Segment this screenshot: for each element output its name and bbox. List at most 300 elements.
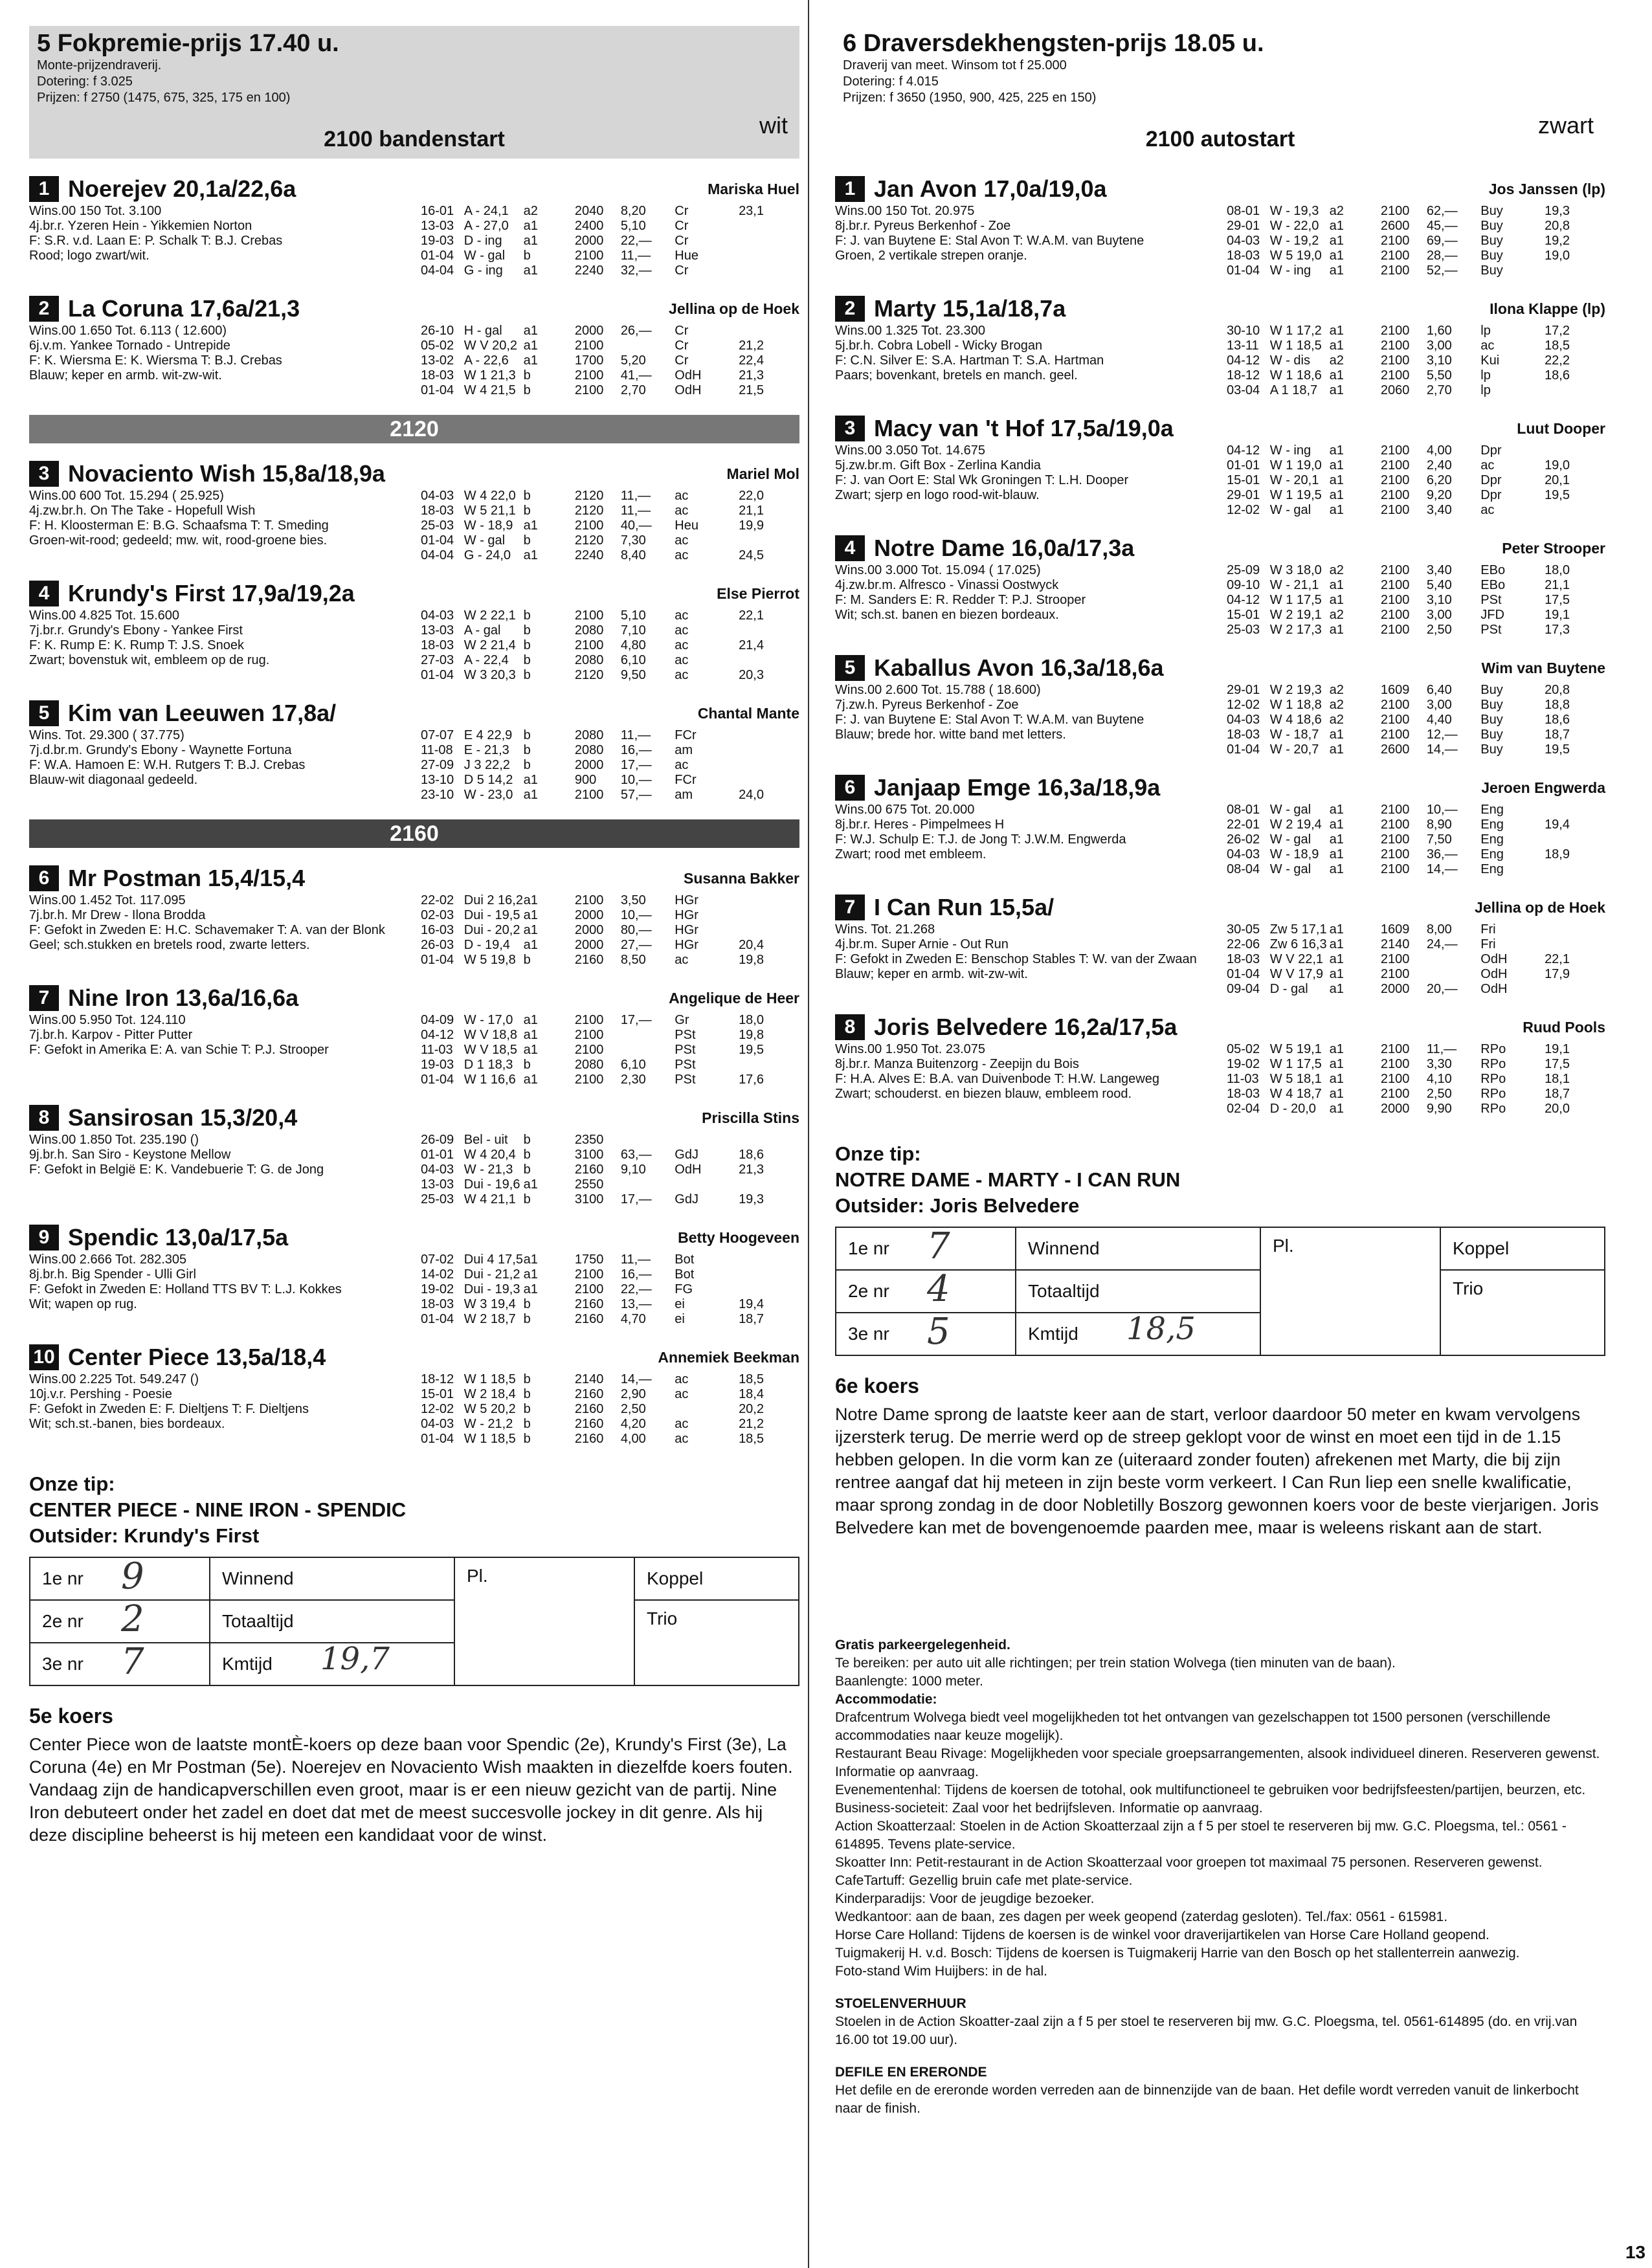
horse-details	[29, 893, 799, 968]
info-line: F: J. van Buytene E: Stal Avon T: W.A.M. van Buytene	[835, 234, 1144, 248]
jockey-name: Jeroen Engwerda	[1481, 779, 1605, 796]
result-cell: a1	[1329, 488, 1344, 502]
result-cell: 19,1	[1545, 608, 1570, 622]
result-cell: RPo	[1480, 1087, 1506, 1101]
result-cell: 2,70	[620, 383, 646, 397]
info-line: 6j.v.m. Yankee Tornado - Untrepide	[29, 339, 230, 353]
result-row	[421, 1192, 764, 1207]
result-cell: W 5 20,2	[463, 1402, 516, 1416]
result-cell: W 1 17,2	[1269, 324, 1322, 338]
result-cell: 2100	[1380, 1072, 1410, 1086]
result-row	[421, 1043, 764, 1058]
result-cell: 03-04	[1227, 383, 1260, 397]
result-cell: W - gal	[1269, 862, 1312, 876]
result-cell: a1	[523, 324, 538, 338]
result-cell: Eng	[1480, 847, 1504, 862]
result-cell: a1	[523, 788, 538, 802]
info-line: Geel; sch.stukken en bretels rood, zwarte letters.	[29, 938, 310, 952]
result-cell: a1	[1329, 473, 1344, 487]
result-cell	[726, 1282, 764, 1297]
commentary-title: 6e koers	[835, 1374, 919, 1397]
result-cell: ac	[675, 758, 689, 772]
tip-picks: NOTRE DAME - MARTY - I CAN RUN	[835, 1168, 1181, 1191]
result-row	[1227, 847, 1570, 862]
result-cell: 13,—	[620, 1297, 652, 1311]
result-cell: W 4 21,5	[463, 383, 516, 397]
result-cell: 2100	[1380, 458, 1410, 472]
left-commentary	[29, 1704, 799, 1847]
horse-number: 2	[835, 296, 865, 322]
result-row	[421, 773, 764, 788]
info-paragraph	[835, 1962, 1605, 1981]
result-cell: W - 21,1	[1269, 578, 1319, 592]
result-cell: a1	[1329, 249, 1344, 263]
page-number: 13	[1625, 2242, 1646, 2262]
result-cell: Buy	[1480, 728, 1503, 742]
info-line: F: S.R. v.d. Laan E: P. Schalk T: B.J. Crebas	[29, 234, 283, 248]
result-cell: 2100	[1380, 563, 1410, 577]
result-cell: PSt	[1480, 593, 1502, 607]
result-cell: ac	[675, 668, 689, 682]
result-cell: 22-02	[421, 893, 454, 907]
result-cell: 19,3	[739, 1192, 764, 1206]
result-cell: Dui - 19,6	[463, 1177, 520, 1192]
result-row	[1227, 922, 1570, 937]
result-cell: 2100	[574, 893, 604, 907]
race-title: 6 Draversdekhengsten-prijs 18.05 u.	[843, 30, 1264, 57]
horse-name: Spendic 13,0a/17,5a	[68, 1224, 289, 1251]
result-cell: Eng	[1480, 832, 1504, 847]
result-cell: E - 21,3	[463, 743, 509, 757]
handwritten-number: 2	[121, 1598, 144, 1640]
horse-entry	[29, 983, 799, 1087]
result-cell: 2100	[1380, 832, 1410, 847]
result-cell: 2100	[1380, 593, 1410, 607]
handwritten-number: 4	[927, 1268, 950, 1310]
result-cell: 19,5	[1545, 742, 1570, 757]
result-cell: 8,20	[620, 204, 646, 218]
result-cell: 5,10	[620, 219, 646, 233]
result-cell: 04-04	[421, 548, 454, 562]
result-cell: b	[523, 608, 531, 623]
result-cell: 5,50	[1426, 368, 1452, 383]
result-cell: a1	[1329, 324, 1344, 338]
result-cell: a1	[1329, 832, 1344, 847]
section-text: Tuigmakerij H. v.d. Bosch: Tijdens de koersen is Tuigmakerij Harrie van den Bosch op het stallenterrein aanwezig.	[835, 1946, 1520, 1961]
info-line: F: W.A. Hamoen E: W.H. Rutgers T: B.J. Crebas	[29, 758, 306, 772]
horse-name: Joris Belvedere 16,2a/17,5a	[874, 1014, 1178, 1040]
result-cell: W 4 18,6	[1269, 713, 1322, 727]
result-cell: a1	[1329, 578, 1344, 592]
horse-entry	[29, 863, 799, 968]
info-line: 5j.zw.br.m. Gift Box - Zerlina Kandia	[835, 458, 1041, 472]
result-cell: W - gal	[1269, 803, 1312, 817]
result-cell: FG	[675, 1282, 693, 1296]
result-cell: W - dis	[1269, 353, 1310, 368]
result-cell: 11,—	[1426, 1042, 1457, 1056]
result-cell: 2,50	[620, 1402, 646, 1416]
horse-name: Marty 15,1a/18,7a	[874, 295, 1066, 322]
result-cell: 2100	[1380, 263, 1410, 278]
result-cell: a1	[523, 234, 538, 248]
result-cell: OdH	[1480, 967, 1508, 981]
result-cell: W 1 18,8	[1269, 698, 1322, 712]
result-cell: D 5 14,2	[463, 773, 513, 787]
info-line: F: Gefokt in Zweden E: H.C. Schavemaker T: A. van der Blonk	[29, 923, 385, 937]
result-cell: 2120	[574, 504, 604, 518]
result-cell: a1	[1329, 339, 1344, 353]
result-cell: 2000	[574, 938, 604, 952]
horse-name: Krundy's First 17,9a/19,2a	[68, 580, 355, 606]
result-cell: 19,0	[1545, 458, 1570, 472]
result-cell: 13-02	[421, 353, 454, 368]
result-cell: Buy	[1480, 698, 1503, 712]
section-text: Wedkantoor: aan de baan, zes dagen per week geopend (zaterdag gesloten). Tel./fax: 0561 - 615981.	[835, 1909, 1448, 1924]
result-cell: 18-03	[421, 1297, 454, 1311]
form-trio-cell: Trio	[634, 1600, 799, 1685]
result-cell: Dui - 19,5	[463, 908, 520, 922]
result-cell: a2	[523, 204, 538, 218]
horse-details	[835, 683, 1605, 757]
result-cell: 19,8	[739, 1028, 764, 1042]
result-cell: a1	[1329, 219, 1344, 233]
form-row	[836, 1270, 1605, 1313]
result-cell: a1	[523, 1267, 538, 1282]
form-nr-label: 1e nr	[848, 1238, 889, 1258]
info-line: 10j.v.r. Pershing - Poesie	[29, 1387, 172, 1401]
result-cell: 3,10	[1426, 353, 1452, 368]
form-nr-cell	[836, 1270, 1016, 1313]
result-cell: Gr	[675, 1013, 689, 1027]
result-cell: 18-03	[421, 638, 454, 652]
result-cell: 16,—	[620, 1267, 652, 1282]
result-cell: 17,3	[1545, 623, 1570, 637]
result-cell: 21,3	[739, 368, 764, 383]
result-cell: 18-12	[421, 1372, 454, 1386]
result-cell	[621, 1028, 675, 1043]
result-cell: 11-08	[421, 743, 453, 757]
recent-results	[421, 608, 764, 683]
result-cell: Buy	[1480, 713, 1503, 727]
result-cell: 2600	[1380, 742, 1410, 757]
result-cell: 23-10	[421, 788, 454, 802]
result-cell: 2140	[1380, 937, 1410, 951]
result-cell: a1	[523, 893, 538, 907]
result-row	[421, 489, 764, 504]
form-nr-label: 3e nr	[42, 1654, 84, 1674]
race-6-header	[835, 26, 1605, 159]
result-cell: W 1 18,5	[463, 1372, 516, 1386]
result-cell: 22,4	[739, 353, 764, 368]
result-cell: Buy	[1480, 742, 1503, 757]
result-cell: 2000	[574, 324, 604, 338]
result-cell: 2000	[1380, 1102, 1410, 1116]
result-cell: 9,50	[620, 668, 646, 682]
info-line: F: J. van Buytene E: Stal Avon T: W.A.M. van Buytene	[835, 713, 1144, 727]
form-nr-label: 2e nr	[848, 1281, 889, 1301]
info-paragraph	[835, 1799, 1605, 1818]
result-row	[421, 923, 764, 938]
result-cell: W 2 18,7	[463, 1312, 516, 1326]
result-cell: a1	[1329, 1072, 1344, 1086]
horse-name: Macy van 't Hof 17,5a/19,0a	[874, 415, 1174, 441]
result-cell: 63,—	[620, 1148, 652, 1162]
result-cell: 2100	[1380, 1087, 1410, 1101]
result-cell: 2350	[574, 1133, 604, 1147]
result-row	[421, 1297, 764, 1312]
result-cell: 1700	[574, 353, 604, 368]
result-cell: 04-03	[421, 489, 454, 503]
horse-number: 4	[835, 535, 865, 561]
result-cell: a2	[1329, 563, 1344, 577]
info-line: 7j.d.br.m. Grundy's Ebony - Waynette Fortuna	[29, 743, 292, 757]
info-line: 8j.br.r. Heres - Pimpelmees H	[835, 817, 1005, 832]
horse-number: 6	[29, 865, 59, 891]
result-cell: 2100	[574, 1043, 604, 1057]
result-cell: a1	[523, 1073, 538, 1087]
info-line: Wins. Tot. 21.268	[835, 922, 935, 937]
result-cell	[1532, 922, 1570, 937]
result-row	[1227, 353, 1570, 368]
race-info-1: Monte-prijzendraverij.	[37, 58, 162, 72]
result-cell: 2100	[1380, 967, 1410, 981]
result-cell: a1	[523, 1252, 538, 1267]
result-cell: W 2 17,3	[1269, 623, 1322, 637]
result-cell: b	[523, 368, 531, 383]
recent-results	[421, 1133, 764, 1207]
info-paragraph	[835, 1654, 1605, 1673]
info-line: 7j.br.h. Mr Drew - Ilona Brodda	[29, 908, 206, 922]
result-cell: GdJ	[675, 1148, 698, 1162]
result-cell: b	[523, 1192, 531, 1206]
result-cell: a1	[523, 773, 538, 787]
result-cell: W V 17,9	[1269, 967, 1324, 981]
result-cell: W 2 19,1	[1269, 608, 1322, 622]
result-cell: 20,2	[739, 1402, 764, 1416]
result-cell: 18,0	[1545, 563, 1570, 577]
info-paragraph	[835, 2063, 1605, 2082]
right-column	[835, 26, 1605, 2118]
result-row	[421, 1387, 764, 1402]
result-cell: W - 18,7	[1269, 728, 1319, 742]
recent-results	[1227, 683, 1570, 757]
result-cell: 04-03	[421, 1162, 454, 1177]
result-cell: 2080	[574, 743, 604, 757]
result-cell	[726, 923, 764, 938]
result-row	[421, 638, 764, 653]
horse-number: 8	[29, 1105, 59, 1131]
form-koppel-cell: Koppel	[1440, 1227, 1605, 1270]
result-cell: Hue	[675, 249, 698, 263]
race-distance: 2100 autostart	[1145, 127, 1295, 151]
horse-name: Nine Iron 13,6a/16,6a	[68, 984, 299, 1011]
result-cell: 3,40	[1426, 503, 1452, 517]
result-cell: 12-02	[1227, 698, 1260, 712]
result-cell: a1	[1329, 952, 1344, 966]
result-cell: 27-09	[421, 758, 454, 772]
info-paragraph	[835, 1636, 1605, 1654]
result-cell: W - ing	[1269, 263, 1312, 278]
result-cell: 27-03	[421, 653, 454, 667]
result-cell: a1	[523, 1177, 538, 1192]
form-type-cell	[1016, 1313, 1260, 1355]
result-cell: EBo	[1480, 563, 1506, 577]
jockey-name: Betty Hoogeveen	[678, 1229, 799, 1246]
result-row	[421, 938, 764, 953]
result-cell: Eng	[1480, 817, 1504, 832]
result-cell: a1	[1329, 383, 1344, 397]
result-cell: ac	[675, 638, 689, 652]
info-line: 5j.br.h. Cobra Lobell - Wicky Brogan	[835, 339, 1043, 353]
result-cell	[726, 743, 764, 758]
result-cell: 2100	[574, 638, 604, 652]
info-line: Wins.00 2.666 Tot. 282.305	[29, 1252, 187, 1267]
result-cell: W - 18,9	[463, 518, 513, 533]
result-cell: 18-03	[421, 504, 454, 518]
result-cell: 2160	[574, 1417, 604, 1431]
horse-entry	[835, 773, 1605, 877]
result-cell: 6,10	[620, 653, 646, 667]
result-cell	[726, 324, 764, 339]
horse-details	[835, 324, 1605, 398]
result-cell	[726, 758, 764, 773]
result-cell: W 4 20,4	[463, 1148, 516, 1162]
result-cell: 2100	[1380, 204, 1410, 218]
result-cell: JFD	[1480, 608, 1504, 622]
form-pl-cell: Pl.	[454, 1557, 634, 1685]
result-row	[421, 893, 764, 908]
result-cell: 29-01	[1227, 488, 1260, 502]
info-paragraph	[835, 1908, 1605, 1926]
result-cell: W - 22,0	[1269, 219, 1319, 233]
result-cell: 2080	[574, 653, 604, 667]
result-cell: 2100	[574, 1013, 604, 1027]
result-cell: b	[523, 383, 531, 397]
result-cell: 2100	[574, 1267, 604, 1282]
result-cell: Dui - 19,3	[463, 1282, 520, 1296]
tip-outsider: Outsider: Krundy's First	[29, 1524, 260, 1547]
result-cell: W - gal	[463, 533, 506, 548]
result-row	[421, 623, 764, 638]
result-cell: 2550	[574, 1177, 604, 1192]
result-cell: Fri	[1480, 937, 1496, 951]
info-line: Zwart; bovenstuk wit, embleem op de rug.	[29, 653, 270, 667]
horse-name: Kaballus Avon 16,3a/18,6a	[874, 654, 1164, 681]
result-cell: 02-03	[421, 908, 454, 922]
result-cell: 04-03	[1227, 234, 1260, 248]
result-cell: A - 24,1	[463, 204, 509, 218]
result-cell: W - 21,2	[463, 1417, 513, 1431]
result-cell: 19,9	[739, 518, 764, 533]
result-cell: 21,2	[739, 1417, 764, 1431]
horse-info	[29, 1252, 408, 1327]
result-cell: 2100	[574, 339, 604, 353]
section-gap	[835, 1981, 1605, 1995]
result-cell: W - 19,3	[1269, 204, 1319, 218]
info-line: F: K. Wiersma E: K. Wiersma T: B.J. Crebas	[29, 353, 282, 368]
recent-results	[1227, 1042, 1570, 1117]
result-cell: 04-12	[1227, 593, 1260, 607]
result-cell: 8,00	[1426, 922, 1452, 937]
result-cell: D - 20,0	[1269, 1102, 1316, 1116]
result-cell: 40,—	[620, 518, 652, 533]
result-cell: 04-12	[1227, 443, 1260, 458]
result-cell: 18,5	[1545, 339, 1570, 353]
result-cell: 17,5	[1545, 1057, 1570, 1071]
result-cell: 13-11	[1227, 339, 1259, 353]
result-cell: a1	[1329, 593, 1344, 607]
result-row	[421, 204, 764, 219]
info-line: Wins.00 675 Tot. 20.000	[835, 803, 975, 817]
result-cell: 4,20	[620, 1417, 646, 1431]
form-trio-cell: Trio	[1440, 1270, 1605, 1355]
result-cell: A 1 18,7	[1269, 383, 1318, 397]
info-line: F: W.J. Schulp E: T.J. de Jong T: J.W.M. Engwerda	[835, 832, 1126, 847]
result-cell: 18,5	[739, 1432, 764, 1446]
horse-entry	[835, 653, 1605, 757]
section-text: Action Skoatterzaal: Stoelen in de Action Skoatterzaal zijn a f 5 per stoel te reserveren bij mw. G.C. Ploegsma, tel.: 0561 - 614895. Tevens plate-service.	[835, 1819, 1567, 1852]
result-cell: 01-04	[1227, 742, 1260, 757]
result-cell: 8,40	[620, 548, 646, 562]
result-row	[1227, 952, 1570, 967]
result-cell: 2100	[1380, 249, 1410, 263]
result-row	[421, 353, 764, 368]
result-cell: 2100	[574, 383, 604, 397]
horse-number: 8	[835, 1014, 865, 1040]
result-cell: 2060	[1380, 383, 1410, 397]
result-cell: 05-02	[421, 339, 454, 353]
info-line: F: M. Sanders E: R. Redder T: P.J. Strooper	[835, 593, 1086, 607]
result-cell: 2100	[1380, 1042, 1410, 1056]
result-cell: 9,10	[620, 1162, 646, 1177]
left-tip	[29, 1471, 799, 1549]
result-cell: 17,9	[1545, 967, 1570, 981]
result-row	[421, 1058, 764, 1073]
result-cell	[1532, 937, 1570, 952]
form-koppel-cell: Koppel	[634, 1557, 799, 1600]
result-row	[421, 339, 764, 353]
result-cell	[1427, 967, 1480, 982]
result-cell: W 2 18,4	[463, 1387, 516, 1401]
result-cell: W 1 17,5	[1269, 593, 1322, 607]
result-cell: ac	[1480, 503, 1495, 517]
result-cell: 19-03	[421, 1058, 454, 1072]
result-cell	[726, 219, 764, 234]
handwritten-number: 5	[927, 1311, 950, 1353]
info-line: Groen-wit-rood; gedeeld; mw. wit, rood-groene bies.	[29, 533, 328, 548]
result-cell: 17,2	[1545, 324, 1570, 338]
distance-band: 2120	[29, 415, 799, 443]
result-cell: 18,7	[739, 1312, 764, 1326]
result-cell: a1	[523, 908, 538, 922]
right-tip	[835, 1141, 1605, 1219]
result-cell: 17,—	[620, 1013, 652, 1027]
jockey-name: Ruud Pools	[1523, 1019, 1605, 1036]
recent-results	[421, 1372, 764, 1447]
race-info-2: Dotering: f 3.025	[37, 74, 133, 89]
result-cell: 17,6	[739, 1073, 764, 1087]
result-cell: Dpr	[1480, 488, 1502, 502]
race-5-header	[29, 26, 799, 159]
result-cell: 36,—	[1426, 847, 1458, 862]
result-cell: 3,00	[1426, 339, 1452, 353]
result-cell: a1	[523, 353, 538, 368]
horse-entry	[835, 174, 1605, 278]
result-cell: W 5 19,1	[1269, 1042, 1322, 1056]
result-cell: 8,90	[1426, 817, 1452, 832]
info-line: Blauw; keper en armb. wit-zw-wit.	[29, 368, 222, 383]
result-cell: RPo	[1480, 1102, 1506, 1116]
